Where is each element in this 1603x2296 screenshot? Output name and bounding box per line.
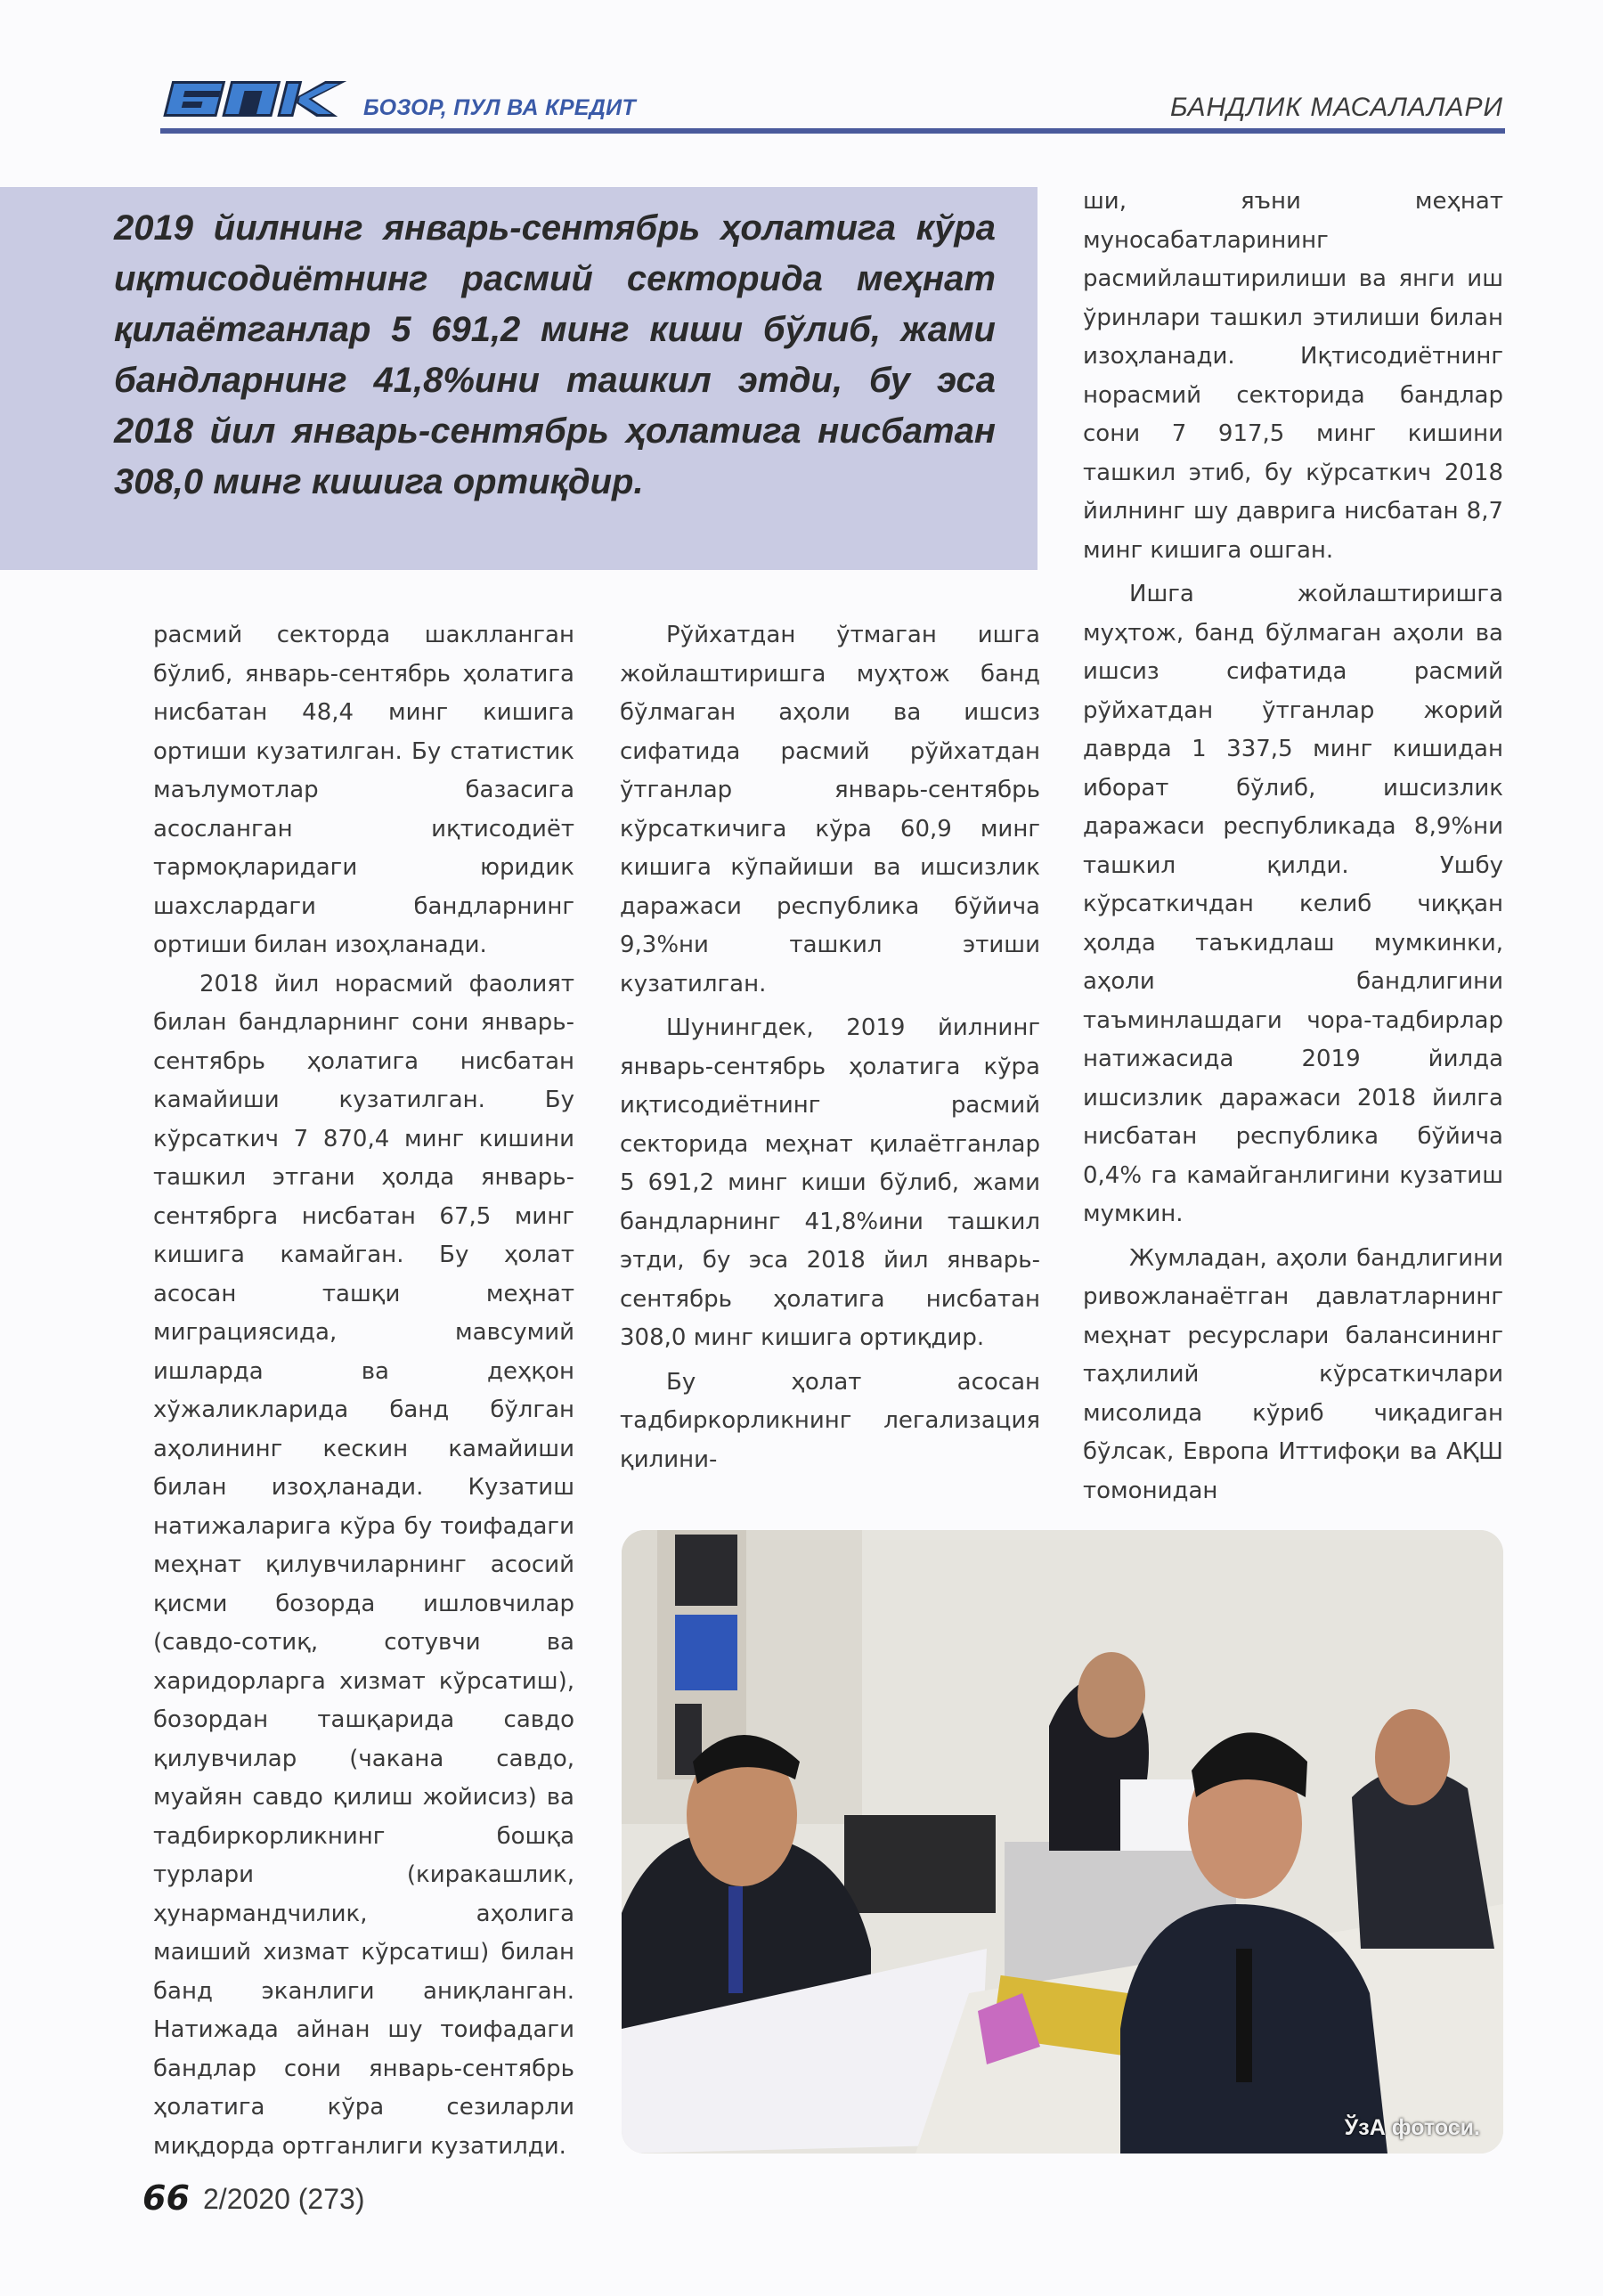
paragraph: Рўйхатдан ўтмаган ишга жойлаштиришга муҳтож банд бўлмаган аҳоли ва ишсиз сифатида расмий рўйхатдан ўтганлар январь-сентябрь кўрсаткичига кўра 60,9 минг кишига кўпайиши ва ишсизлик даражаси республика бўйича 9,3%ни ташкил этиши кузатилган.: [620, 622, 1040, 997]
page-header: [0, 0, 1603, 142]
article-column-3: [1083, 183, 1503, 1510]
binders-blue: [675, 1615, 737, 1690]
visitor-tie: [1236, 1949, 1252, 2082]
clerk-tie: [728, 1886, 743, 1993]
paragraph: расмий секторда шаклланган бўлиб, январь-сентябрь ҳолатига нисбатан 48,4 минг кишига ортиши кузатилган. Бу статистик маълумотлар базасига асосланган иқтисодиёт тармоқларидаги юридик шахслардаги бандларнинг ортиши билан изоҳланади.: [153, 622, 574, 958]
office-scene-illustration: [622, 1530, 1503, 2154]
binders-top: [675, 1535, 737, 1606]
bpk-logo-graphic: [160, 78, 349, 119]
paragraph: Жумладан, аҳоли бандлигини ривожланаётган давлатларнинг меҳнат ресурслари балансининг таҳлилий кўрсаткичлари мисолида кўриб чиқадиган бўлсак, Европа Иттифоқи ва АҚШ томонидан: [1083, 1244, 1503, 1504]
page-number: 66: [142, 2178, 190, 2218]
pull-quote: [0, 187, 1037, 570]
paragraph: Ишга жойлаштиришга муҳтож, банд бўлмаган аҳоли ва ишсиз сифатида расмий рўйхатдан ўтганлар жорий даврда 1 337,5 минг кишидан иборат бўлиб, ишсизлик даражаси республикада 8,9%ни ташкил қилди. Ушбу кўрсаткичдан келиб чиққан ҳолда таъкидлаш мумкинки, аҳоли бандлигини таъминлашдаги чора-тадбирлар натижасида 2019 йилда ишсизлик даражаси 2018 йилга нисбатан республика бўйича 0,4% га камайганлигини кузатиш мумкин.: [1083, 581, 1503, 1227]
journal-name: БОЗОР, ПУЛ ВА КРЕДИТ: [363, 95, 636, 120]
paragraph: Шунингдек, 2019 йилнинг январь-сентябрь ҳолатига кўра иқтисодиётнинг расмий секторида меҳнат қилаётганлар 5 691,2 минг киши бўлиб, жами бандларнинг 41,8%ини ташкил этди, бу эса 2018 йил январь-сентябрь ҳолатига нисбатан 308,0 минг кишига ортиқдир.: [620, 1014, 1040, 1351]
photo-credit: ЎзА фотоси.: [1344, 2115, 1480, 2140]
header-divider: [160, 128, 1505, 134]
paragraph: 2018 йил норасмий фаолият билан бандларнинг сони январь-сентябрь ҳолатига нисбатан камайиши кузатилган. Бу кўрсаткич 7 870,4 минг кишини ташкил этгани ҳолда январь-сентябрга нисбатан 67,5 минг кишига камайган. Бу ҳолат асосан ташқи меҳнат миграциясида, мавсумий ишларда ва деҳқон хўжаликларида банд бўлган аҳолининг кескин камайиши билан изоҳланади. Кузатиш натижаларига кўра бу тоифадаги меҳнат қилувчиларнинг асосий қисми бозорда ишловчилар (савдо-сотиқ, сотувчи ва харидорларга хизмат кўрсатиш), бозордан ташқарида савдо қилувчилар (чакана савдо, муайян савдо қилиш жойисиз) ва тадбиркорликнинг бошқа турлари (киракашлик, ҳунармандчилик, аҳолига маиший хизмат кўрсатиш) билан банд эканлиги аниқланган. Натижада айнан шу тоифадаги бандлар сони январь-сентябрь ҳолатига кўра сезиларли миқдорда ортганлиги кузатилди.: [153, 970, 574, 2160]
pull-quote-text: 2019 йилнинг январь-сентябрь ҳолатига кўра иқтисодиётнинг расмий секторида меҳнат қилаётганлар 5 691,2 минг киши бўлиб, жами бандларнинг 41,8%ини ташкил этди, бу эса 2018 йил январь-сентябрь ҳолатига нисбатан 308,0 минг кишига ортиқдир.: [114, 208, 996, 501]
section-title: БАНДЛИК МАСАЛАЛАРИ: [1170, 93, 1503, 122]
article-photo: [622, 1530, 1503, 2154]
issue-number: 2/2020 (273): [203, 2183, 365, 2215]
paragraph: Бу ҳолат асосан тадбиркорликнинг легализация қилини-: [620, 1368, 1040, 1473]
paragraph: ши, яъни меҳнат муносабатларининг расмийлаштирилиши ва янги иш ўринлари ташкил этилиши билан изоҳланади. Иқтисодиётнинг норасмий секторида бандлар сони 7 917,5 минг кишини ташкил этиб, бу кўрсаткич 2018 йилнинг шу даврига нисбатан 8,7 минг кишига ошган.: [1083, 188, 1503, 564]
article-column-2: [620, 616, 1040, 1479]
article-column-1: [153, 616, 574, 2166]
printer: [844, 1815, 996, 1913]
bpk-logo: [160, 78, 349, 119]
